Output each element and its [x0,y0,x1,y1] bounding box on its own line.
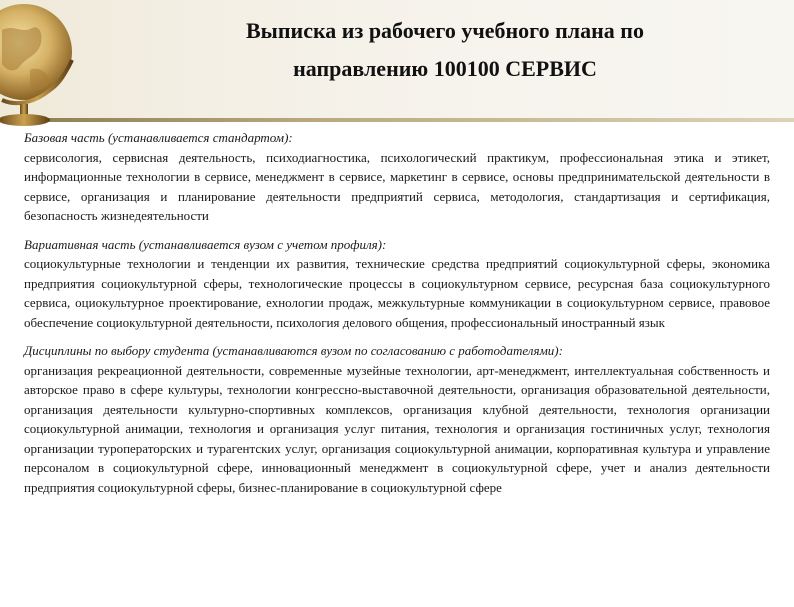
curriculum-content [24,128,770,497]
section-text: социокультурные технологии и тенденции их развития, технические средства предприятий социокультурной сферы, экономика предприятия социокультурной сферы, технологические процессы в социокультурном сервисе, ресурсная база социокультурного сервиса, оциокультурное проектирование, ехнологии продаж, межкультурные коммуникации в социокультурном сервисе, правовое обеспечение социокультурной деятельности, психология делового общения, профессиональный иностранный язык [24,256,770,330]
page-title [140,12,750,88]
section-text: организация рекреационной деятельности, современные музейные технологии, арт-менеджмент, интеллектуальная собственность и авторское право в сфере культуры, технологии конгрессно-выставочной деятельности, организация образовательной деятельности, организация деятельности культурно-спортивных комплексов, организация клубной деятельности, технология организации социокультурной анимации, технология и организация услуг питания, технология и организация гостиничных услуг, технология организации туроператорских и турагентских услуг, организация социокультурной анимации, корпоративная культура и управление персоналом в социокультурной сфере, инновационный менеджмент в социокультурной сфере, учет и анализ деятельности предприятия социокультурной сферы, бизнес-планирование в социокультурной сфере [24,362,770,495]
section-heading: Базовая часть (устанавливается стандартом): [24,130,293,145]
section-heading: Дисциплины по выбору студента (устанавливаются вузом по согласованию с работодателями): [24,343,563,358]
section-basic-part [24,128,770,226]
section-variable-part [24,235,770,333]
title-line-2: направлению 100100 СЕРВИС [293,56,597,81]
title-line-1: Выписка из рабочего учебного плана по [246,18,644,43]
section-heading: Вариативная часть (устанавливается вузом с учетом профиля): [24,236,387,252]
header-divider [0,118,794,122]
section-text: сервисология, сервисная деятельность, психодиагностика, психологический практикум, профессиональная этика и этикет, информационные технологии в сервисе, менеджмент в сервисе, маркетинг в сервисе, основы предпринимательской деятельности в сервисе, организация и планирование деятельности предприятий сервиса, методология, стандартизация и сертификация, безопасность жизнедеятельности [24,149,770,223]
globe-icon [0,0,90,130]
section-electives [24,341,770,497]
